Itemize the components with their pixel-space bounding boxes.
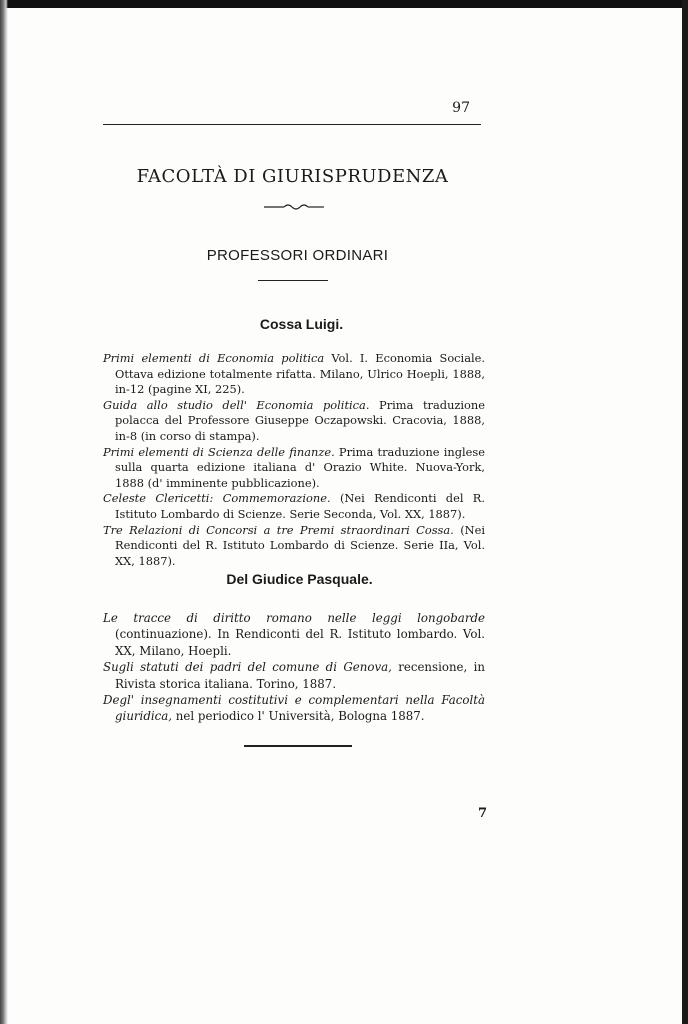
author-name: Cossa Luigi. xyxy=(259,316,344,332)
header-rule xyxy=(103,124,481,125)
scan-border-right xyxy=(682,0,688,1024)
bibliography-entry xyxy=(103,398,485,445)
entry-title: Tre Relazioni di Concorsi a tre Premi straordinari Cossa. xyxy=(103,522,454,537)
entry-details: (continuazione). In Rendiconti del R. Istituto lombardo. Vol. XX, Milano, Hoepli. xyxy=(115,627,485,658)
ornament-divider xyxy=(262,203,326,211)
author-name: Del Giudice Pasquale. xyxy=(226,571,373,587)
entry-title: Guida allo studio dell' Economia politica. xyxy=(103,397,370,412)
bibliography-entry xyxy=(103,610,485,659)
subtitle-rule xyxy=(258,280,328,281)
scan-border-left xyxy=(0,0,8,1024)
bibliography-entry xyxy=(103,351,485,398)
scan-border-top xyxy=(0,0,688,8)
bibliography-entry xyxy=(103,445,485,492)
entry-title: Primi elementi di Economia politica xyxy=(103,351,325,365)
entry-title: Celeste Clericetti: Commemorazione. xyxy=(103,491,331,506)
page-title: FACOLTÀ DI GIURISPRUDENZA xyxy=(136,166,449,187)
entry-title: Primi elementi di Scienza delle finanze. xyxy=(103,444,335,459)
bibliography-list xyxy=(103,351,485,569)
entry-title: Degl' insegnamenti costitutivi e complementari nella Facoltà giuridica, xyxy=(103,693,485,724)
entry-details: nel periodico l' Università, Bologna 1887. xyxy=(172,709,425,724)
entry-details: recensione, in Rivista storica italiana. Torino, 1887. xyxy=(115,660,485,691)
bibliography-entry xyxy=(103,491,485,522)
page-number: 97 xyxy=(452,100,470,116)
section-subtitle: PROFESSORI ORDINARI xyxy=(206,247,389,264)
end-rule xyxy=(244,745,352,747)
entry-details: (Nei Rendiconti del R. Istituto Lombardo di Scienze. Serie Seconda, Vol. XX, 1887). xyxy=(115,491,485,521)
entry-title: Le tracce di diritto romano nelle leggi longobarde xyxy=(103,611,485,625)
entry-details: (Nei Rendiconti del R. Istituto Lombardo di Scienze. Serie IIa, Vol. XX, 1887). xyxy=(115,522,485,568)
bibliography-entry xyxy=(103,523,485,570)
entry-details: Prima traduzione polacca del Professore Giuseppe Oczapowski. Cracovia, 1888, in-8 (in corso di stampa). xyxy=(115,397,485,443)
entry-title: Sugli statuti dei padri del comune di Genova, xyxy=(103,660,392,675)
entry-details: Vol. I. Economia Sociale. Ottava edizione totalmente rifatta. Milano, Ulrico Hoepli, 1888, in-12 (pagine XI, 225). xyxy=(115,351,485,397)
bibliography-entry xyxy=(103,692,485,725)
bibliography-list xyxy=(103,610,485,725)
bibliography-entry xyxy=(103,659,485,692)
entry-details: Prima traduzione inglese sulla quarta edizione italiana d' Orazio White. Nuova-York, 1888 (d' imminente pubblicazione). xyxy=(115,444,486,490)
signature-mark: 7 xyxy=(478,806,488,821)
